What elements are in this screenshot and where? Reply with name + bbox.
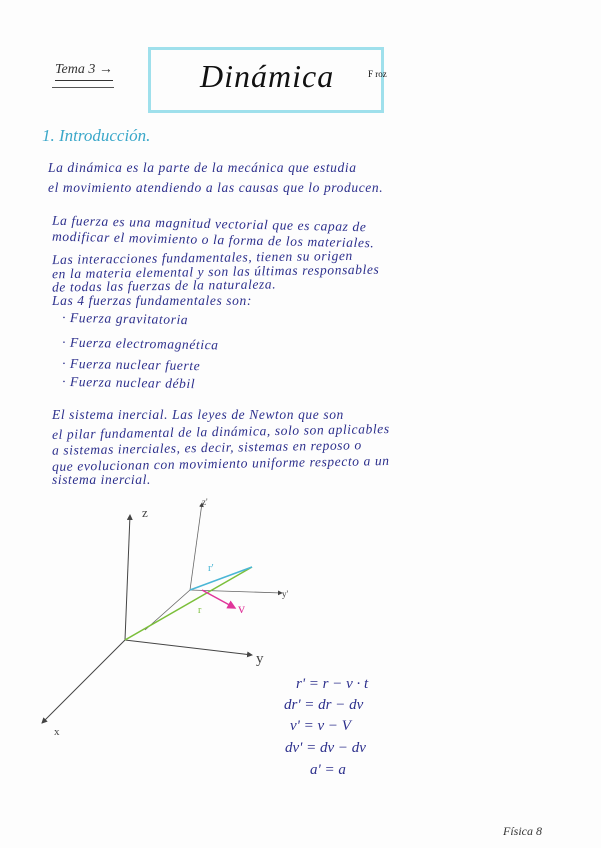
topic-label: Tema 3 → — [55, 62, 113, 81]
y-prime-label: y' — [282, 589, 289, 599]
text-line: La fuerza es una magnitud vectorial que es capaz de — [51, 212, 367, 235]
title-annotation: F roz — [368, 69, 387, 79]
text-line: Las interacciones fundamentales, tienen su origen — [51, 247, 353, 268]
z-prime-axis — [190, 503, 202, 590]
v-label: v — [238, 602, 245, 617]
reference-frames-diagram — [30, 495, 310, 745]
text-line: el movimiento atendiendo a las causas que lo producen. — [48, 180, 384, 195]
v-vector — [202, 590, 235, 608]
section-heading: 1. Introducción. — [42, 126, 151, 145]
equation: dr' = dr − dv — [284, 697, 364, 713]
equation: a' = a — [310, 762, 346, 778]
x-label: x — [54, 726, 60, 738]
underline — [52, 87, 114, 88]
list-item: · Fuerza electromagnética — [61, 334, 219, 353]
text-line: La dinámica es la parte de la mecánica que estudia — [48, 160, 357, 175]
text-line: Las 4 fuerzas fundamentales son: — [52, 293, 252, 308]
text-line: de todas las fuerzas de la naturaleza. — [51, 276, 277, 295]
x-axis — [42, 640, 125, 723]
text-line: en la materia elemental y son las últimas responsables — [51, 261, 380, 282]
z-label: z — [142, 505, 148, 520]
page-title: Dinámica — [200, 58, 335, 94]
y-axis — [125, 640, 252, 655]
text-line: que evolucionan con movimiento uniforme respecto a un — [51, 453, 390, 474]
r-label: r — [198, 605, 202, 616]
equation: dv' = dv − dv — [285, 740, 366, 756]
page-footer: Física 8 — [503, 824, 542, 838]
r-prime-vector — [190, 567, 252, 590]
text-line: sistema inercial. — [52, 472, 151, 487]
list-item: · Fuerza gravitatoria — [61, 309, 189, 328]
z-axis — [125, 515, 130, 640]
text-line: el pilar fundamental de la dinámica, solo son aplicables — [51, 421, 390, 442]
list-item: · Fuerza nuclear débil — [61, 373, 196, 392]
list-item: · Fuerza nuclear fuerte — [61, 355, 201, 374]
r-vector — [125, 567, 252, 640]
r-prime-label: r' — [208, 562, 214, 574]
equation: r' = r − v · t — [296, 676, 369, 692]
text-line: a sistemas inerciales, es decir, sistemas en reposo o — [51, 437, 362, 458]
text-line: modificar el movimiento o la forma de los materiales. — [51, 228, 375, 251]
text-line: El sistema inercial. Las leyes de Newton que son — [52, 407, 344, 422]
y-label: y — [256, 651, 264, 667]
equation: v' = v − V — [290, 718, 351, 734]
z-prime-label: z' — [202, 497, 208, 507]
